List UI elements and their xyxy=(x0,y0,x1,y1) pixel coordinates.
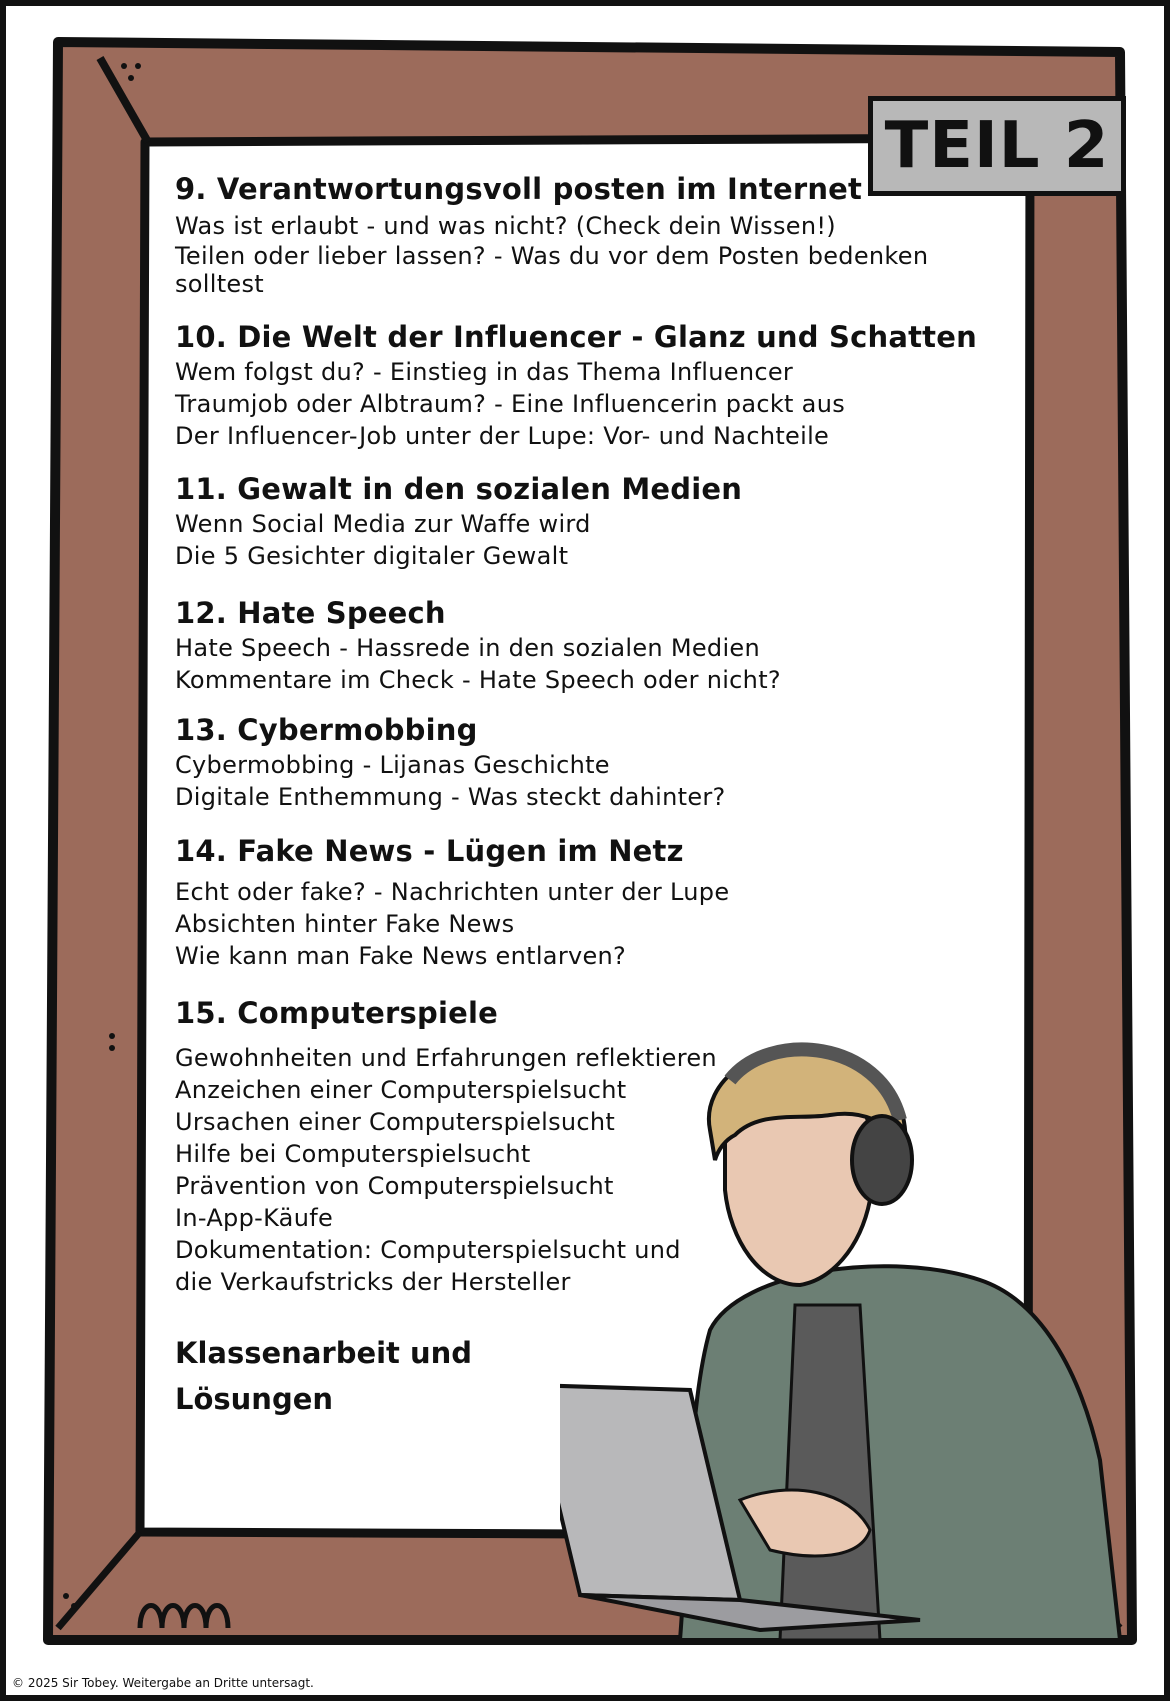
copyright-footer: © 2025 Sir Tobey. Weitergabe an Dritte untersagt. xyxy=(12,1676,314,1690)
list-item: Hilfe bei Computerspielsucht xyxy=(175,1140,531,1168)
section-heading: 13. Cybermobbing xyxy=(175,713,478,747)
final-line-2: Lösungen xyxy=(175,1382,334,1416)
list-item: Prävention von Computerspielsucht xyxy=(175,1172,614,1200)
list-item: Kommentare im Check - Hate Speech oder nicht? xyxy=(175,666,781,694)
section-12 xyxy=(175,596,781,696)
list-item: Wenn Social Media zur Waffe wird xyxy=(175,510,591,538)
section-heading: 12. Hate Speech xyxy=(175,596,446,630)
list-item: In-App-Käufe xyxy=(175,1204,334,1232)
section-heading: 11. Gewalt in den sozialen Medien xyxy=(175,472,743,506)
section-13 xyxy=(175,713,726,813)
list-item: Anzeichen einer Computerspielsucht xyxy=(175,1076,627,1104)
list-item: Teilen oder lieber lassen? - Was du vor dem Posten bedenken solltest xyxy=(175,242,929,298)
teil-badge-label: TEIL 2 xyxy=(884,109,1110,183)
final-line-1: Klassenarbeit und xyxy=(175,1336,473,1370)
list-item: Cybermobbing - Lijanas Geschichte xyxy=(175,751,610,779)
list-item: Wem folgst du? - Einstieg in das Thema Influencer xyxy=(175,358,794,386)
section-10 xyxy=(175,320,977,452)
list-item: Was ist erlaubt - und was nicht? (Check dein Wissen!) xyxy=(175,212,836,240)
section-heading: 14. Fake News - Lügen im Netz xyxy=(175,834,684,868)
list-item: Gewohnheiten und Erfahrungen reflektieren xyxy=(175,1044,717,1072)
list-item: Die 5 Gesichter digitaler Gewalt xyxy=(175,542,569,570)
list-item: Absichten hinter Fake News xyxy=(175,910,515,938)
list-item: Der Influencer-Job unter der Lupe: Vor- und Nachteile xyxy=(175,422,830,450)
final-section xyxy=(175,1330,472,1422)
section-heading: 9. Verantwortungsvoll posten im Internet xyxy=(175,172,863,206)
section-heading: 15. Computerspiele xyxy=(175,996,498,1030)
jacket xyxy=(680,1266,1120,1640)
section-14 xyxy=(175,834,729,972)
list-item: die Verkaufstricks der Hersteller xyxy=(175,1268,571,1296)
list-item: Dokumentation: Computerspielsucht und xyxy=(175,1236,681,1264)
section-9 xyxy=(175,172,965,298)
headphone-cup xyxy=(852,1116,912,1204)
list-item: Hate Speech - Hassrede in den sozialen Medien xyxy=(175,634,761,662)
boy-laptop-illustration xyxy=(560,1040,1160,1640)
section-11 xyxy=(175,472,742,572)
section-heading: 10. Die Welt der Influencer - Glanz und Schatten xyxy=(175,320,977,354)
list-item: Echt oder fake? - Nachrichten unter der Lupe xyxy=(175,878,730,906)
list-item: Ursachen einer Computerspielsucht xyxy=(175,1108,616,1136)
list-item: Traumjob oder Albtraum? - Eine Influencerin packt aus xyxy=(175,390,846,418)
list-item: Digitale Enthemmung - Was steckt dahinter? xyxy=(175,783,726,811)
list-item: Wie kann man Fake News entlarven? xyxy=(175,942,627,970)
